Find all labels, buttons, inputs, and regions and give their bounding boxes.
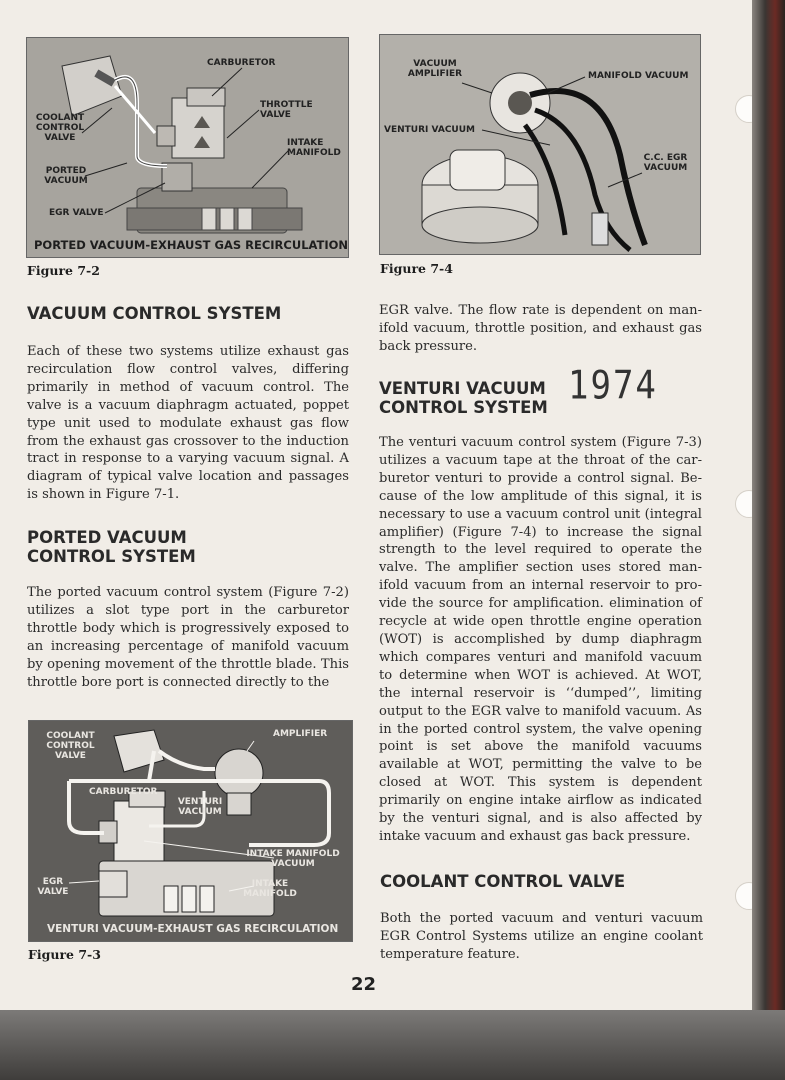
label-vacuum-amplifier: VACUUM AMPLIFIER <box>407 59 463 79</box>
figure-7-3-caption: Figure 7-3 <box>28 947 101 962</box>
ported-vacuum-body: The ported vacuum control system (Figure 7-2) utilizes a slot type port in the carburetor throttle body which is progressively exposed to an increasing percentage of manifold vacuum by opening movement of the throttle blade. This throttle bore port is connected directly to the <box>27 585 349 690</box>
figure-7-3-diagram <box>28 720 353 942</box>
label-7-3-intake-manifold: INTAKE MANIFOLD <box>243 879 297 899</box>
venturi-vacuum-body: The venturi vacuum control system (Figure 7-3) utilizes a vacuum tape at the throat of the carburetor venturi to provide a control signal. Because of the low amplitude of this signal, it is necessary to use a vacuum control unit (integral amplifier) (Figure 7-4) to increase the signal strength to the level required to operate the valve. The amplifier section uses stored manifold vacuum from an internal reservoir to provide the source for amplification. elimination of recycle at wide open throttle engine operation (WOT) is accomplished by dump diaphragm which compares venturi and manifold vacuum to determine when WOT is achieved. At WOT, the internal reservoir is ‘‘dumped’’, limiting output to the EGR valve to manifold vacuum. As in the ported control system, the valve opening point is set above the manifold vacuums available at WOT, permitting the valve to be closed at WOT. This system is dependent primarily on engine intake airflow as indicated by the venturi signal, and is also affected by intake vacuum and exhaust gas back pressure. <box>379 435 702 844</box>
coolant-control-body: Both the ported vacuum and venturi vacuum EGR Control Systems utilize an engine coolant temperature feature. <box>380 911 703 962</box>
heading-venturi-vacuum-control: VENTURI VACUUM CONTROL SYSTEM <box>379 379 548 417</box>
scan-background-strip <box>0 1010 785 1080</box>
page-number: 22 <box>351 974 377 995</box>
label-cc-egr-vacuum: C.C. EGR VACUUM <box>643 153 688 173</box>
label-carburetor: CARBURETOR <box>207 58 276 68</box>
heading-coolant-control-valve: COOLANT CONTROL VALVE <box>380 872 626 891</box>
figure-7-4-diagram <box>379 34 701 255</box>
book-spine-edge <box>752 0 785 1010</box>
label-throttle-valve: THROTTLE VALVE <box>260 100 313 120</box>
figure-7-2-caption: Figure 7-2 <box>27 263 100 278</box>
figure-7-2-diagram <box>26 37 349 258</box>
label-coolant-control-valve: COOLANT CONTROL VALVE <box>35 113 85 143</box>
handwritten-note: 1974 <box>568 363 658 409</box>
figure-7-3-banner: VENTURI VACUUM-EXHAUST GAS RECIRCULATION <box>47 923 339 935</box>
label-7-3-intake-manifold-vacuum: INTAKE MANIFOLD VACUUM <box>246 849 340 869</box>
label-ported-vacuum: PORTED VACUUM <box>44 166 88 186</box>
label-venturi-vacuum: VENTURI VACUUM <box>384 125 476 135</box>
label-intake-manifold: INTAKE MANIFOLD <box>287 138 341 158</box>
label-manifold-vacuum: MANIFOLD VACUUM <box>588 71 689 81</box>
label-egr-valve: EGR VALVE <box>49 208 104 218</box>
label-7-3-carburetor: CARBURETOR <box>89 787 158 797</box>
heading-vacuum-control-system: VACUUM CONTROL SYSTEM <box>27 304 282 323</box>
label-7-3-amplifier: AMPLIFIER <box>273 729 328 739</box>
label-7-3-venturi-vacuum: VENTURI VACUUM <box>177 797 223 817</box>
figure-7-2-banner: PORTED VACUUM-EXHAUST GAS RECIRCULATION <box>34 238 349 252</box>
ported-continued-body: EGR valve. The flow rate is dependent on manifold vacuum, throttle position, and exhaust gas back pressure. <box>379 303 702 354</box>
amplifier-shape-7-3 <box>215 749 263 797</box>
heading-ported-vacuum-control: PORTED VACUUM CONTROL SYSTEM <box>27 528 196 566</box>
label-7-3-egr-valve: EGR VALVE <box>37 877 69 897</box>
coolant-valve-shape <box>62 56 122 116</box>
vacuum-control-body: Each of these two systems utilize exhaust gas recirculation flow control valves, differing primarily in method of vacuum control. The valve is a vacuum diaphragm actuated, poppet type unit used to modulate exhaust gas flow from the exhaust gas crossover to the induction tract in response to a varying vacuum signal. A diagram of typical valve location and passages is shown in Figure 7-1. <box>27 344 349 503</box>
figure-7-4-caption: Figure 7-4 <box>380 261 453 276</box>
label-7-3-coolant-control-valve: COOLANT CONTROL VALVE <box>46 731 95 761</box>
